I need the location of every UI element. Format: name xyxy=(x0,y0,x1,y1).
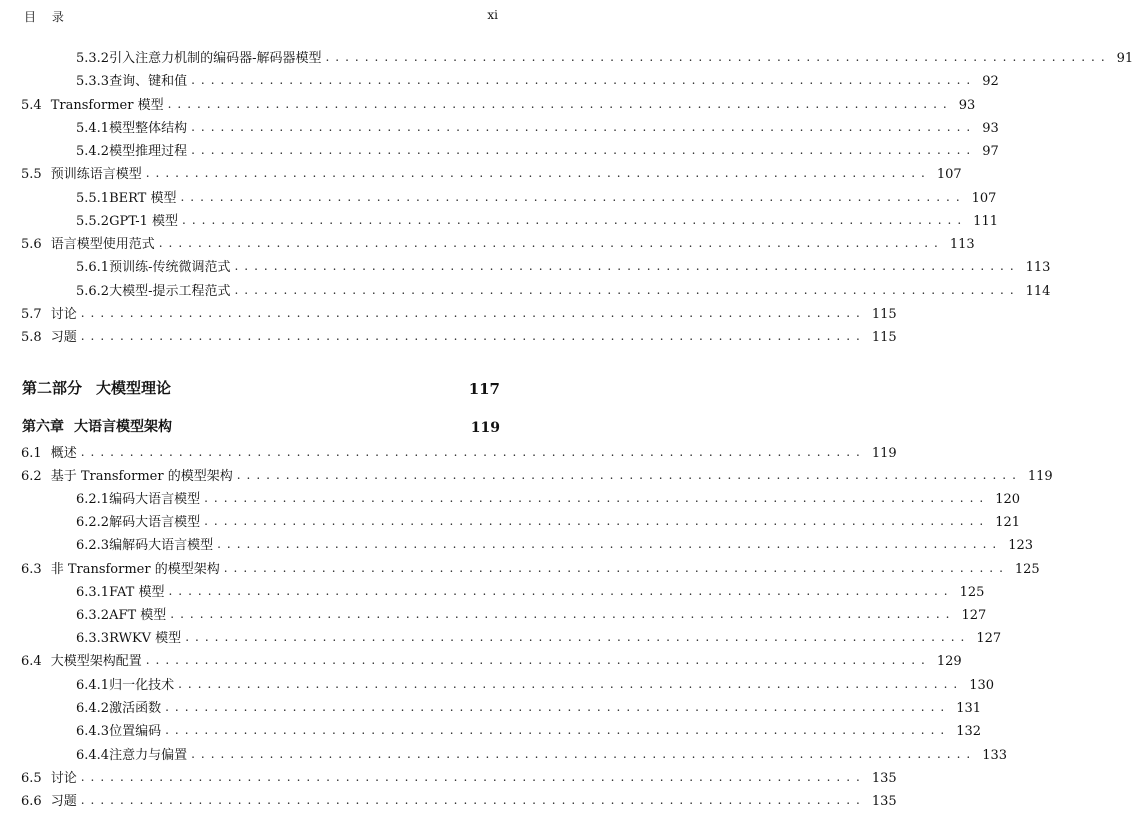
dot-leader: ................................................................................ xyxy=(168,584,954,598)
toc-entry-page: 130 xyxy=(969,678,995,693)
toc-entry-part[interactable] xyxy=(0,374,500,398)
toc-entry-subsection[interactable] xyxy=(0,743,1008,763)
dot-leader: ................................................................................ xyxy=(165,723,951,737)
toc-entry-page: 131 xyxy=(956,701,982,716)
toc-entry-section[interactable] xyxy=(0,93,976,113)
toc-entry-page: 135 xyxy=(871,794,897,809)
toc-entry-number: 6.1 xyxy=(21,446,42,461)
toc-entry-number: 5.8 xyxy=(21,330,42,345)
toc-entry-number: 6.3.1 xyxy=(76,585,110,600)
toc-entry-section[interactable] xyxy=(0,557,1040,577)
toc-entry-section[interactable] xyxy=(0,464,1053,484)
toc-entry-number: 5.6 xyxy=(21,237,42,252)
dot-leader: ................................................................................ xyxy=(191,73,977,87)
toc-entry-page: 125 xyxy=(959,585,985,600)
toc-entry-subsection[interactable] xyxy=(0,139,999,159)
toc-entry-subsection[interactable] xyxy=(0,46,1133,66)
toc-entry-page: 115 xyxy=(871,307,897,322)
toc-entry-number: 6.2.2 xyxy=(76,515,110,530)
toc-entry-page: 127 xyxy=(961,608,987,623)
toc-entry-title: 基于 Transformer 的模型架构 xyxy=(50,469,233,484)
toc-entry-number: 6.3.3 xyxy=(76,631,110,646)
toc-entry-title: 非 Transformer 的模型架构 xyxy=(50,562,220,577)
toc-entry-number: 5.5.1 xyxy=(76,191,110,206)
toc-entry-title: 大模型理论 xyxy=(96,379,172,397)
toc-entry-number: 5.4.2 xyxy=(76,144,110,159)
dot-leader: ................................................................................ xyxy=(191,747,977,761)
toc-entry-number: 5.7 xyxy=(21,307,42,322)
dot-leader: ................................................................................ xyxy=(165,700,951,714)
dot-leader: ................................................................................ xyxy=(170,607,956,621)
dot-leader: ................................................................................ xyxy=(217,537,1003,551)
dot-leader: ................................................................................ xyxy=(80,445,866,459)
toc-entry-page: 132 xyxy=(956,724,982,739)
toc-entry-page: 120 xyxy=(995,492,1021,507)
dot-leader: ................................................................................ xyxy=(145,653,931,667)
toc-entry-number: 6.4 xyxy=(21,654,42,669)
toc-entry-chapter[interactable] xyxy=(0,416,500,436)
toc-entry-subsection[interactable] xyxy=(0,719,982,739)
toc-entry-section[interactable] xyxy=(0,325,897,345)
toc-entry-number: 6.4.2 xyxy=(76,701,110,716)
toc-entry-section[interactable] xyxy=(0,232,975,252)
toc-entry-section[interactable] xyxy=(0,766,897,786)
toc-entry-page: 114 xyxy=(1025,284,1051,299)
dot-leader: ................................................................................ xyxy=(234,259,1020,273)
toc-entry-title: 模型整体结构 xyxy=(109,121,188,136)
toc-entry-page: 127 xyxy=(976,631,1002,646)
toc-entry-page: 113 xyxy=(1025,260,1051,275)
toc-entry-subsection[interactable] xyxy=(0,626,1002,646)
toc-entry-section[interactable] xyxy=(0,441,897,461)
dot-leader: ................................................................................ xyxy=(185,630,971,644)
toc-entry-page: 107 xyxy=(971,191,997,206)
dot-leader: ................................................................................ xyxy=(158,236,944,250)
dot-leader: ................................................................................ xyxy=(167,97,953,111)
toc-entry-number: 5.6.1 xyxy=(76,260,110,275)
toc-entry-number: 6.4.1 xyxy=(76,678,110,693)
toc-entry-subsection[interactable] xyxy=(0,533,1034,553)
toc-entry-page: 125 xyxy=(1014,562,1040,577)
page-header xyxy=(24,8,498,28)
toc-entry-page: 117 xyxy=(468,380,500,398)
toc-entry-title: 习题 xyxy=(50,794,77,809)
dot-leader: ................................................................................ xyxy=(80,793,866,807)
toc-entry-title: 习题 xyxy=(50,330,77,345)
toc-entry-page: 133 xyxy=(982,748,1008,763)
toc-entry-subsection[interactable] xyxy=(0,510,1021,530)
toc-entry-page: 97 xyxy=(982,144,999,159)
toc-entry-title: 解码大语言模型 xyxy=(109,515,201,530)
dot-leader: ................................................................................ xyxy=(236,468,1022,482)
toc-entry-number: 6.2 xyxy=(21,469,42,484)
dot-leader: ................................................................................ xyxy=(180,190,966,204)
dot-leader: ................................................................................ xyxy=(145,166,931,180)
toc-entry-page: 93 xyxy=(982,121,999,136)
dot-leader: ................................................................................ xyxy=(223,561,1009,575)
toc-entry-subsection[interactable] xyxy=(0,209,998,229)
toc-entry-title: Transformer 模型 xyxy=(50,98,164,113)
toc-entry-number: 6.5 xyxy=(21,771,42,786)
toc-entry-title: 查询、键和值 xyxy=(109,74,188,89)
toc-entry-page: 119 xyxy=(470,420,500,436)
toc-entry-title: GPT-1 模型 xyxy=(109,214,179,229)
toc-entry-title: 注意力与偏置 xyxy=(109,748,188,763)
toc-entry-page: 91 xyxy=(1116,51,1133,66)
dot-leader: ................................................................................ xyxy=(80,770,866,784)
dot-leader: ................................................................................ xyxy=(234,283,1020,297)
toc-entry-subsection[interactable] xyxy=(0,186,997,206)
toc-entry-number: 6.2.3 xyxy=(76,538,110,553)
running-title: 目 录 xyxy=(24,10,70,24)
toc-entry-number: 5.5 xyxy=(21,167,42,182)
toc-entry-title: 语言模型使用范式 xyxy=(50,237,155,252)
toc-entry-title: 讨论 xyxy=(50,771,77,786)
toc-entry-title: FAT 模型 xyxy=(109,585,165,600)
dot-leader: ................................................................................ xyxy=(80,329,866,343)
toc-entry-subsection[interactable] xyxy=(0,603,987,623)
toc-entry-title: 引入注意力机制的编码器-解码器模型 xyxy=(109,51,322,66)
toc-entry-section[interactable] xyxy=(0,302,897,322)
toc-entry-number: 第六章 xyxy=(22,419,64,435)
toc-entry-number: 5.4 xyxy=(21,98,42,113)
toc-entry-page: 107 xyxy=(936,167,962,182)
toc-entry-subsection[interactable] xyxy=(0,116,999,136)
toc-entry-page: 113 xyxy=(949,237,975,252)
toc-entry-title: BERT 模型 xyxy=(109,191,177,206)
toc-entry-section[interactable] xyxy=(0,162,962,182)
toc-entry-page: 93 xyxy=(958,98,976,113)
toc-entry-number: 5.6.2 xyxy=(76,284,110,299)
toc-entry-title: 大模型架构配置 xyxy=(50,654,142,669)
dot-leader: ................................................................................ xyxy=(204,514,990,528)
toc-entry-number: 6.4.3 xyxy=(76,724,110,739)
toc-entry-page: 123 xyxy=(1008,538,1034,553)
toc-entry-title: 激活函数 xyxy=(109,701,162,716)
toc-entry-number: 6.3.2 xyxy=(76,608,110,623)
page-number: xi xyxy=(487,8,498,22)
toc-entry-page: 119 xyxy=(1027,469,1053,484)
toc-entry-title: 大模型-提示工程范式 xyxy=(109,284,231,299)
toc-entry-title: 预训练语言模型 xyxy=(50,167,142,182)
toc-entry-section[interactable] xyxy=(0,649,962,669)
toc-entry-title: 位置编码 xyxy=(109,724,162,739)
toc-entry-number: 5.4.1 xyxy=(76,121,110,136)
toc-entry-subsection[interactable] xyxy=(0,255,1051,275)
toc-entry-number: 6.3 xyxy=(21,562,42,577)
toc-entry-number: 6.4.4 xyxy=(76,748,110,763)
dot-leader: ................................................................................ xyxy=(178,677,964,691)
dot-leader: ................................................................................ xyxy=(204,491,990,505)
toc-entry-number: 5.5.2 xyxy=(76,214,110,229)
toc-entry-title: 模型推理过程 xyxy=(109,144,188,159)
toc-entry-page: 119 xyxy=(871,446,897,461)
toc-entry-title: 概述 xyxy=(50,446,77,461)
toc-entry-subsection[interactable] xyxy=(0,69,999,89)
toc-entry-title: 编解码大语言模型 xyxy=(109,538,214,553)
toc-entry-page: 121 xyxy=(995,515,1021,530)
toc-entry-title: AFT 模型 xyxy=(109,608,167,623)
toc-entry-subsection[interactable] xyxy=(0,279,1051,299)
toc-entry-page: 135 xyxy=(871,771,897,786)
toc-entry-subsection[interactable] xyxy=(0,673,995,693)
toc-entry-subsection[interactable] xyxy=(0,580,985,600)
toc-entry-title: RWKV 模型 xyxy=(109,631,182,646)
toc-entry-title: 大语言模型架构 xyxy=(74,419,172,435)
toc-entry-title: 讨论 xyxy=(50,307,77,322)
dot-leader: ................................................................................ xyxy=(191,120,977,134)
toc-entry-number: 5.3.3 xyxy=(76,74,110,89)
dot-leader: ................................................................................ xyxy=(191,143,977,157)
dot-leader: ................................................................................ xyxy=(80,306,866,320)
toc-entry-number: 第二部分 xyxy=(22,379,83,397)
toc-entry-number: 6.2.1 xyxy=(76,492,110,507)
toc-entry-section[interactable] xyxy=(0,789,897,809)
toc-entry-page: 92 xyxy=(982,74,999,89)
toc-entry-page: 111 xyxy=(973,214,998,229)
dot-leader: ................................................................................ xyxy=(325,50,1111,64)
toc-entry-title: 编码大语言模型 xyxy=(109,492,201,507)
dot-leader: ................................................................................ xyxy=(182,213,968,227)
toc-entry-number: 6.6 xyxy=(21,794,42,809)
toc-entry-page: 115 xyxy=(871,330,897,345)
toc-entry-title: 归一化技术 xyxy=(109,678,175,693)
toc-entry-subsection[interactable] xyxy=(0,696,982,716)
toc-entry-subsection[interactable] xyxy=(0,487,1021,507)
toc-entry-page: 129 xyxy=(936,654,962,669)
toc-entry-title: 预训练-传统微调范式 xyxy=(109,260,231,275)
toc-entry-number: 5.3.2 xyxy=(76,51,110,66)
